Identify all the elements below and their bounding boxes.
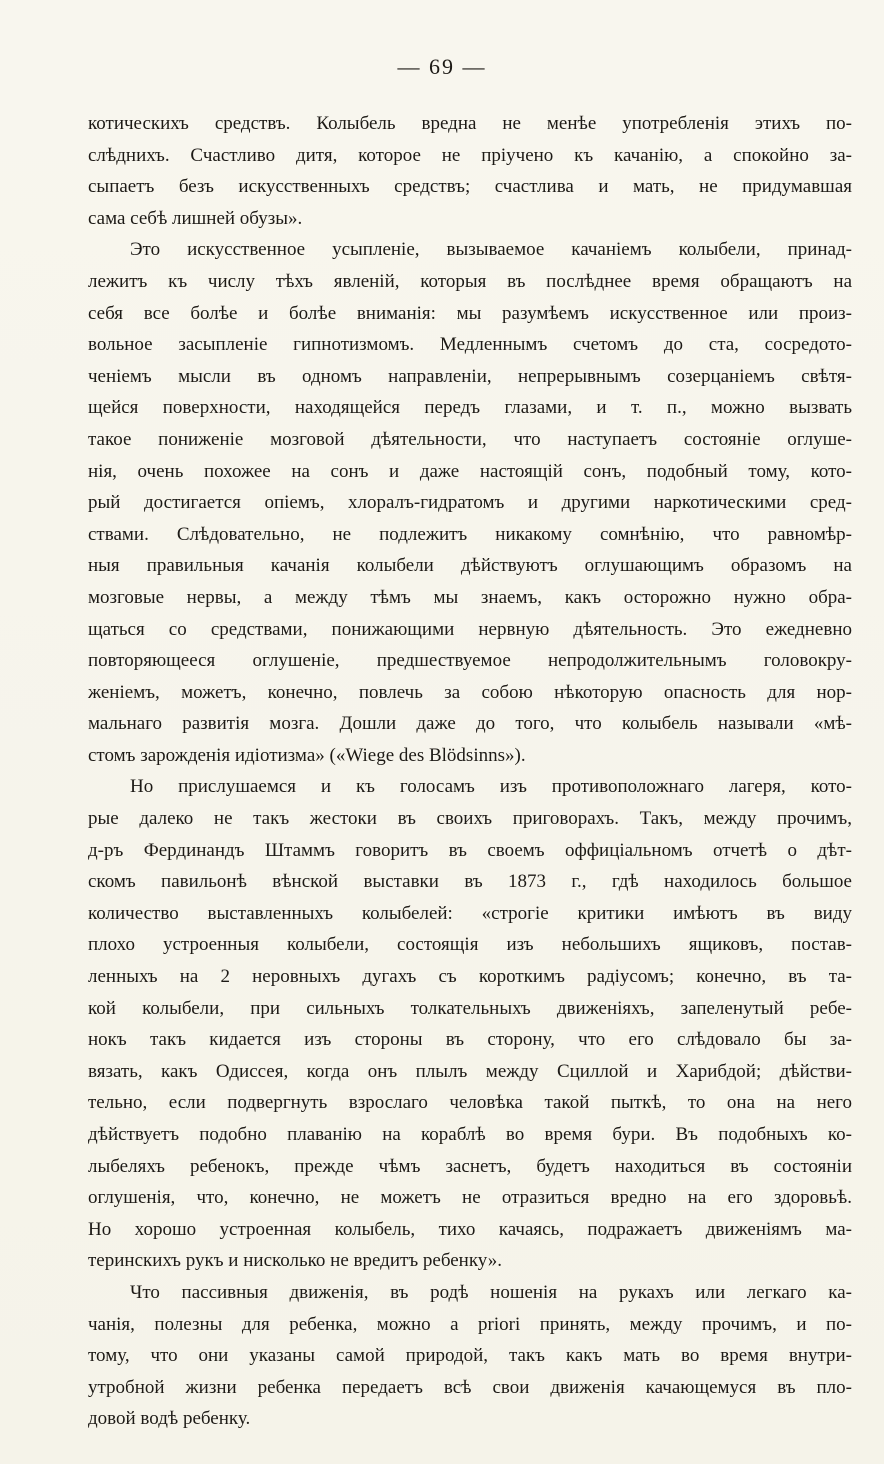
text-line: вязать, какъ Одиссея, когда онъ плылъ между Сциллой и Харибдой; дѣйстви- — [88, 1060, 852, 1082]
text-line: рые далеко не такъ жестоки въ своихъ приговорахъ. Такъ, между прочимъ, — [88, 808, 852, 830]
text-line: Но прислушаемся и къ голосамъ изъ противоположнаго лагеря, кото- — [130, 776, 852, 798]
text-line: Но хорошо устроенная колыбель, тихо качаясь, подражаетъ движеніямъ ма- — [88, 1218, 852, 1240]
text-line: мальнаго развитія мозга. Дошли даже до того, что колыбель называли «мѣ- — [88, 713, 852, 735]
text-line: лежитъ къ числу тѣхъ явленій, которыя въ послѣднее время обращаютъ на — [88, 270, 852, 292]
text-line: нокъ такъ кидается изъ стороны въ сторону, что его слѣдовало бы за- — [88, 1029, 852, 1051]
text-line: нія, очень похожее на сонъ и даже настоящій сонъ, подобный тому, кото- — [88, 460, 852, 482]
text-line: слѣднихъ. Счастливо дитя, которое не пріучено къ качанію, а спокойно за- — [88, 144, 852, 166]
text-line: котическихъ средствъ. Колыбель вредна не менѣе употребленія этихъ по- — [88, 113, 852, 134]
text-line: довой водѣ ребенку. — [88, 1408, 251, 1430]
page-number: — 69 — — [397, 54, 487, 79]
text-line: теринскихъ рукъ и нисколько не вредитъ ребенку». — [88, 1250, 503, 1272]
text-line: д-ръ Фердинандъ Штаммъ говоритъ въ своемъ оффиціальномъ отчетѣ о дѣт- — [88, 839, 852, 861]
text-line: лыбеляхъ ребенокъ, прежде чѣмъ заснетъ, будетъ находиться въ состояніи — [88, 1155, 852, 1177]
text-line: женіемъ, можетъ, конечно, повлечь за собою нѣкоторую опасность для нор- — [88, 681, 852, 703]
text-line: повторяющееся оглушеніе, предшествуемое непродолжительнымъ головокру- — [88, 650, 852, 672]
text-line: рый достигается опіемъ, хлоралъ-гидратомъ и другими наркотическими сред- — [88, 492, 852, 514]
text-line: чанія, полезны для ребенка, можно a priori принять, между прочимъ, и по- — [88, 1313, 852, 1335]
text-line: кой колыбели, при сильныхъ толкательныхъ движеніяхъ, запеленутый ребе- — [88, 997, 852, 1019]
text-line: мозговые нервы, а между тѣмъ мы знаемъ, какъ осторожно нужно обра- — [88, 586, 852, 608]
text-line: тельно, если подвергнуть взрослаго человѣка такой пыткѣ, то она на него — [88, 1092, 852, 1114]
text-line: утробной жизни ребенка передаетъ всѣ свои движенія качающемуся въ пло- — [88, 1376, 852, 1398]
text-line: Что пассивныя движенія, въ родѣ ношенія на рукахъ или легкаго ка- — [130, 1281, 852, 1303]
text-line: ствами. Слѣдовательно, не подлежитъ никакому сомнѣнію, что равномѣр- — [88, 523, 852, 545]
text-line: щаться со средствами, понижающими нервную дѣятельность. Это ежедневно — [88, 618, 852, 640]
text-line: дѣйствуетъ подобно плаванію на кораблѣ во время бури. Въ подобныхъ ко- — [88, 1124, 852, 1145]
text-line: тому, что они указаны самой природой, такъ какъ мать во время внутри- — [88, 1345, 852, 1367]
text-line: скомъ павильонѣ вѣнской выставки въ 1873 г., гдѣ находилось большое — [88, 871, 852, 893]
text-line: щейся поверхности, находящейся передъ глазами, и т. п., можно вызвать — [88, 397, 852, 419]
text-line: ченіемъ мысли въ одномъ направленіи, непрерывнымъ созерцаніемъ свѣтя- — [88, 365, 852, 387]
text-line: оглушенія, что, конечно, не можетъ не отразиться вредно на его здоровьѣ. — [88, 1187, 852, 1209]
text-line: сама себѣ лишней обузы». — [88, 207, 303, 229]
text-line: количество выставленныхъ колыбелей: «строгіе критики имѣютъ въ виду — [88, 902, 852, 924]
text-line: сыпаетъ безъ искусственныхъ средствъ; счастлива и мать, не придумавшая — [88, 176, 852, 198]
text-line: Это искусственное усыпленіе, вызываемое качаніемъ колыбели, принад- — [130, 239, 852, 261]
body-text — [88, 108, 852, 1435]
text-line: ленныхъ на 2 неровныхъ дугахъ съ короткимъ радіусомъ; конечно, въ та- — [88, 966, 852, 988]
text-line: стомъ зарожденія идіотизма» («Wiege des Blödsinns»). — [88, 744, 526, 766]
text-line: ныя правильныя качанія колыбели дѣйствуютъ оглушающимъ образомъ на — [88, 555, 852, 577]
text-line: такое пониженіе мозговой дѣятельности, что наступаетъ состояніе оглуше- — [88, 428, 852, 450]
text-line: плохо устроенныя колыбели, состоящія изъ небольшихъ ящиковъ, постав- — [88, 934, 852, 956]
text-line: себя все болѣе и болѣе вниманія: мы разумѣемъ искусственное или произ- — [88, 302, 852, 324]
text-line: вольное засыпленіе гипнотизмомъ. Медленнымъ счетомъ до ста, сосредото- — [88, 334, 852, 356]
